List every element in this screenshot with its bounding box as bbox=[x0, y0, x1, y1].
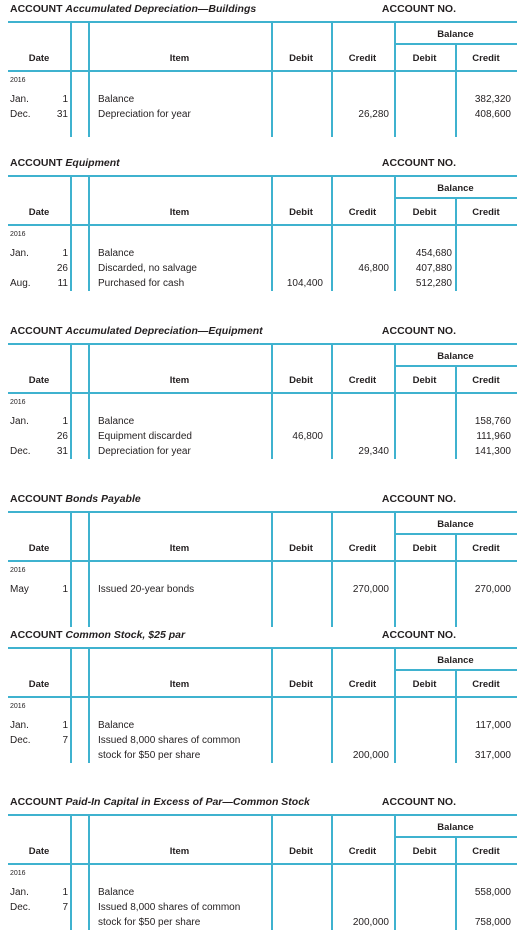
balance-heading: Balance bbox=[437, 183, 474, 194]
row-item: Depreciation for year bbox=[98, 109, 191, 120]
ledger-account bbox=[0, 3, 526, 153]
row-balance-credit: 111,960 bbox=[476, 431, 511, 442]
rule-header bbox=[8, 224, 517, 226]
row-credit: 270,000 bbox=[352, 584, 389, 595]
rule-header bbox=[8, 392, 517, 394]
item-header: Item bbox=[169, 207, 190, 218]
row-month: Dec. bbox=[10, 902, 31, 913]
balance-credit-header: Credit bbox=[472, 543, 500, 554]
row-month: Jan. bbox=[10, 416, 29, 427]
balance-credit-header: Credit bbox=[472, 207, 500, 218]
ledger-row bbox=[8, 107, 517, 122]
row-day: 7 bbox=[62, 902, 68, 913]
account-number-label: ACCOUNT NO. bbox=[381, 3, 456, 15]
row-item: Depreciation for year bbox=[98, 446, 191, 457]
rule-header bbox=[8, 863, 517, 865]
debit-header: Debit bbox=[289, 543, 313, 554]
ledger-account bbox=[0, 325, 526, 475]
account-name: Accumulated Depreciation—Buildings bbox=[65, 3, 257, 15]
account-prefix: ACCOUNT bbox=[10, 493, 63, 505]
balance-debit-header: Debit bbox=[412, 679, 437, 690]
rule-top bbox=[8, 343, 517, 345]
balance-heading: Balance bbox=[437, 351, 474, 362]
row-month: Jan. bbox=[10, 887, 29, 898]
rule-header bbox=[8, 696, 517, 698]
ledger-account bbox=[0, 493, 526, 643]
balance-heading: Balance bbox=[437, 29, 474, 40]
account-prefix: ACCOUNT bbox=[10, 3, 63, 15]
ledger-row bbox=[8, 246, 517, 261]
ledger-row bbox=[8, 92, 517, 107]
row-month: Dec. bbox=[10, 109, 31, 120]
credit-header: Credit bbox=[348, 679, 377, 690]
account-name: Common Stock, $25 par bbox=[65, 629, 186, 641]
ledger-row bbox=[8, 276, 517, 291]
row-month: Jan. bbox=[10, 94, 29, 105]
row-credit: 200,000 bbox=[352, 750, 389, 761]
row-item: Issued 20-year bonds bbox=[98, 584, 195, 595]
rule-top bbox=[8, 511, 517, 513]
row-day: 1 bbox=[62, 416, 68, 427]
ledger-row bbox=[8, 261, 517, 276]
row-balance-credit: 141,300 bbox=[474, 446, 511, 457]
ledger-row bbox=[8, 429, 517, 444]
ledger-account bbox=[0, 157, 526, 307]
row-day: 11 bbox=[57, 278, 68, 289]
ledger-row bbox=[8, 748, 517, 763]
row-balance-credit: 317,000 bbox=[474, 750, 511, 761]
item-header: Item bbox=[169, 53, 190, 64]
row-balance-credit: 158,760 bbox=[474, 416, 511, 427]
account-prefix: ACCOUNT bbox=[10, 325, 63, 337]
row-balance-debit: 512,280 bbox=[415, 278, 452, 289]
row-month: Dec. bbox=[10, 446, 31, 457]
ledger-account bbox=[0, 796, 526, 946]
debit-header: Debit bbox=[289, 53, 313, 64]
year-label: 2016 bbox=[10, 567, 26, 574]
balance-credit-header: Credit bbox=[472, 679, 500, 690]
row-day: 1 bbox=[62, 94, 68, 105]
row-balance-credit: 558,000 bbox=[474, 887, 511, 898]
row-balance-credit: 117,000 bbox=[475, 720, 511, 731]
credit-header: Credit bbox=[348, 846, 377, 857]
date-header: Date bbox=[28, 375, 50, 386]
year-label: 2016 bbox=[10, 399, 26, 406]
row-day: 1 bbox=[62, 887, 68, 898]
ledger-row bbox=[8, 444, 517, 459]
balance-debit-header: Debit bbox=[412, 53, 437, 64]
rule-v bbox=[331, 511, 333, 627]
row-item: stock for $50 per share bbox=[98, 917, 201, 928]
balance-credit-header: Credit bbox=[472, 375, 500, 386]
credit-header: Credit bbox=[348, 207, 377, 218]
row-item: Balance bbox=[98, 248, 135, 259]
account-prefix: ACCOUNT bbox=[10, 157, 63, 169]
year-label: 2016 bbox=[10, 231, 26, 238]
balance-debit-header: Debit bbox=[412, 207, 437, 218]
balance-heading: Balance bbox=[437, 822, 474, 833]
rule-header bbox=[8, 70, 517, 72]
rule-top bbox=[8, 814, 517, 816]
row-day: 1 bbox=[62, 248, 68, 259]
ledger-row bbox=[8, 718, 517, 733]
row-item: Balance bbox=[98, 887, 135, 898]
item-header: Item bbox=[169, 846, 190, 857]
row-balance-debit: 454,680 bbox=[415, 248, 452, 259]
row-month: Jan. bbox=[10, 248, 29, 259]
row-balance-credit: 408,600 bbox=[474, 109, 511, 120]
account-number-label: ACCOUNT NO. bbox=[381, 493, 456, 505]
row-day: 7 bbox=[62, 735, 68, 746]
account-number-label: ACCOUNT NO. bbox=[381, 325, 456, 337]
rule-v bbox=[88, 511, 90, 627]
rule-header bbox=[8, 560, 517, 562]
row-day: 26 bbox=[56, 263, 68, 274]
row-debit: 104,400 bbox=[286, 278, 323, 289]
ledger-grid bbox=[8, 341, 517, 459]
row-item: Issued 8,000 shares of common bbox=[98, 902, 241, 913]
ledger-row bbox=[8, 414, 517, 429]
balance-credit-header: Credit bbox=[472, 53, 500, 64]
date-header: Date bbox=[28, 679, 50, 690]
account-title bbox=[10, 325, 263, 337]
rule-top bbox=[8, 647, 517, 649]
ledger-row bbox=[8, 900, 517, 915]
row-credit: 29,340 bbox=[358, 446, 389, 457]
year-label: 2016 bbox=[10, 77, 26, 84]
item-header: Item bbox=[169, 679, 190, 690]
row-balance-credit: 270,000 bbox=[474, 584, 511, 595]
row-item: Equipment discarded bbox=[98, 431, 192, 442]
row-balance-credit: 758,000 bbox=[474, 917, 511, 928]
account-name: Paid-In Capital in Excess of Par—Common Stock bbox=[65, 796, 310, 808]
ledger-row bbox=[8, 885, 517, 900]
ledger-account bbox=[0, 629, 526, 779]
rule-top bbox=[8, 21, 517, 23]
row-credit: 200,000 bbox=[352, 917, 389, 928]
balance-heading: Balance bbox=[437, 519, 474, 530]
debit-header: Debit bbox=[289, 679, 313, 690]
ledger-grid bbox=[8, 812, 517, 930]
row-item: stock for $50 per share bbox=[98, 750, 201, 761]
ledger-row bbox=[8, 733, 517, 748]
ledger-grid bbox=[8, 645, 517, 763]
account-prefix: ACCOUNT bbox=[10, 629, 63, 641]
account-number-label: ACCOUNT NO. bbox=[381, 629, 456, 641]
row-month: Aug. bbox=[10, 278, 31, 289]
debit-header: Debit bbox=[289, 846, 313, 857]
row-day: 1 bbox=[62, 720, 68, 731]
credit-header: Credit bbox=[348, 53, 377, 64]
row-balance-credit: 382,320 bbox=[474, 94, 511, 105]
row-balance-debit: 407,880 bbox=[415, 263, 452, 274]
row-day: 31 bbox=[56, 109, 68, 120]
row-day: 26 bbox=[56, 431, 68, 442]
row-item: Balance bbox=[98, 416, 135, 427]
row-debit: 46,800 bbox=[292, 431, 323, 442]
rule-v bbox=[271, 511, 273, 627]
row-item: Balance bbox=[98, 94, 135, 105]
rule-top bbox=[8, 175, 517, 177]
row-credit: 26,280 bbox=[358, 109, 389, 120]
row-month: Jan. bbox=[10, 720, 29, 731]
account-title bbox=[10, 493, 141, 505]
row-item: Discarded, no salvage bbox=[98, 263, 197, 274]
account-number-label: ACCOUNT NO. bbox=[381, 796, 456, 808]
account-title bbox=[10, 629, 185, 641]
account-title bbox=[10, 796, 310, 808]
balance-debit-header: Debit bbox=[412, 543, 437, 554]
credit-header: Credit bbox=[348, 543, 377, 554]
row-item: Issued 8,000 shares of common bbox=[98, 735, 241, 746]
date-header: Date bbox=[28, 846, 50, 857]
year-label: 2016 bbox=[10, 703, 26, 710]
credit-header: Credit bbox=[348, 375, 377, 386]
row-item: Balance bbox=[98, 720, 135, 731]
ledger-grid bbox=[8, 19, 517, 137]
row-credit: 46,800 bbox=[358, 263, 389, 274]
row-item: Purchased for cash bbox=[98, 278, 185, 289]
balance-debit-header: Debit bbox=[412, 375, 437, 386]
row-day: 1 bbox=[62, 584, 68, 595]
balance-debit-header: Debit bbox=[412, 846, 437, 857]
date-header: Date bbox=[28, 207, 50, 218]
account-name: Accumulated Depreciation—Equipment bbox=[65, 325, 263, 337]
rule-v bbox=[70, 511, 72, 627]
account-name: Bonds Payable bbox=[65, 493, 141, 505]
account-number-label: ACCOUNT NO. bbox=[381, 157, 456, 169]
date-header: Date bbox=[28, 543, 50, 554]
year-label: 2016 bbox=[10, 870, 26, 877]
ledger-grid bbox=[8, 509, 517, 627]
date-header: Date bbox=[28, 53, 50, 64]
item-header: Item bbox=[169, 543, 190, 554]
account-prefix: ACCOUNT bbox=[10, 796, 63, 808]
row-month: Dec. bbox=[10, 735, 31, 746]
debit-header: Debit bbox=[289, 207, 313, 218]
ledger-row bbox=[8, 582, 517, 597]
debit-header: Debit bbox=[289, 375, 313, 386]
row-month: May bbox=[10, 584, 29, 595]
balance-heading: Balance bbox=[437, 655, 474, 666]
row-day: 31 bbox=[56, 446, 68, 457]
account-name: Equipment bbox=[65, 157, 120, 169]
account-title bbox=[10, 3, 256, 15]
ledger-row bbox=[8, 915, 517, 930]
balance-credit-header: Credit bbox=[472, 846, 500, 857]
ledger-grid bbox=[8, 173, 517, 291]
item-header: Item bbox=[169, 375, 190, 386]
account-title bbox=[10, 157, 120, 169]
